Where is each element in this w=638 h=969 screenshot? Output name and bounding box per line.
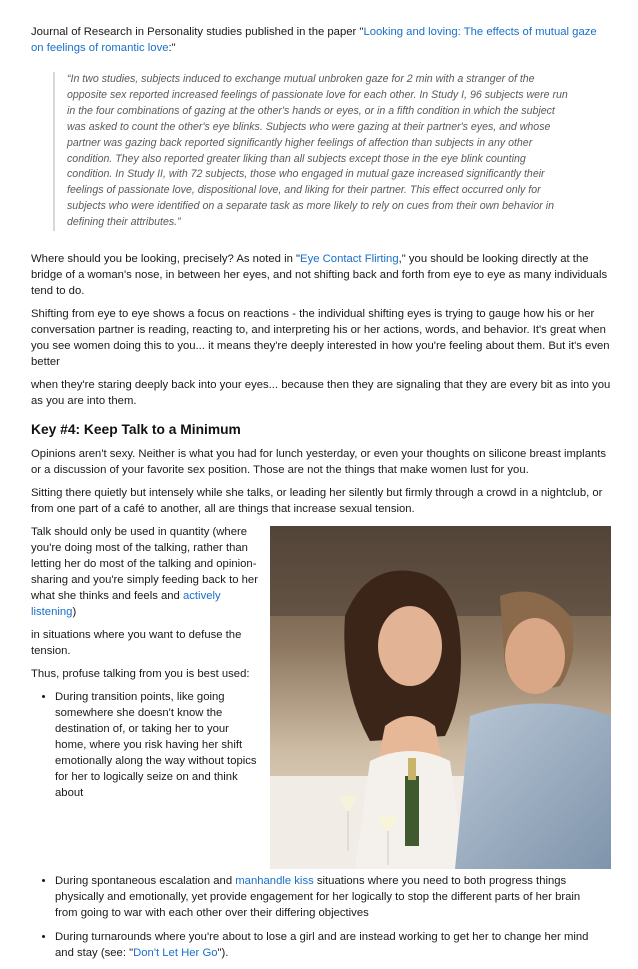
dont-let-her-go-link[interactable]: Don't Let Her Go: [133, 947, 218, 960]
list-item: [55, 873, 595, 921]
eye-contact-flirting-link[interactable]: Eye Contact Flirting: [300, 253, 399, 266]
sexual-tension-paragraph: Sitting there quietly but intensely while she talks, or leading her silently but firmly through a crowd in a nightclub, or from one part of a café to another, all are things that increase sexual tension.: [31, 487, 603, 516]
profuse-talking-paragraph: Thus, profuse talking from you is best used:: [31, 668, 250, 681]
list-item: [55, 929, 595, 961]
p6-text-after: ): [72, 606, 77, 619]
intro-paragraph: [31, 24, 611, 56]
bullet2-text-after: situations where you need to both progress things physically and emotionally, yet provide engagement for her logically to stop the different parts of her brain from going to war with each other over their differing objectives: [55, 875, 581, 920]
p1-text-before: Where should you be looking, precisely? As noted in ": [31, 253, 301, 266]
shifting-eyes-paragraph: Shifting from eye to eye shows a focus on reactions - the individual shifting eyes is trying to gauge how his or her conversation partner is reading, reacting to, and interpreting his or her actions, words, and behavior. It's great when you see women doing this to you... it means they're deeply interested in how you're feeling about them. But it's even better: [31, 308, 610, 369]
actively-listening-link[interactable]: actively listening: [31, 590, 221, 619]
couple-photo: [270, 526, 611, 869]
defuse-tension-paragraph: in situations where you want to defuse the tension.: [31, 629, 242, 658]
bullet3-text-after: ").: [217, 947, 229, 960]
manhandle-kiss-link[interactable]: manhandle kiss: [235, 875, 314, 888]
list-item: • During transition points, like going somewhere she doesn't know the destination of, or taking her to your home, where you risk having her shift emotionally along the way without topics for her to logically seize on and think about: [55, 689, 261, 801]
talk-quantity-paragraph: [31, 524, 261, 620]
section-heading: Key #4: Keep Talk to a Minimum: [31, 422, 241, 438]
paper-link[interactable]: Looking and loving: The effects of mutual gaze on feelings of romantic love: [31, 26, 597, 54]
talk-column: [31, 524, 261, 801]
study-blockquote: “In two studies, subjects induced to exchange mutual unbroken gaze for 2 min with a stranger of the opposite sex reported increased feelings of passionate love for each other. In Study I, 96 subjects were run in the four combinations of gazing at the other's hands or eyes, or in a fifth condition in which the subject was asked to count the other's eye blinks. Subjects who were gazing at their partner's eyes, and whose partner was gazing back reported significantly higher feelings of affection than subjects in any other condition. They also reported greater liking than all subjects except those in the eye blink counting condition. In Study II, with 72 subjects, those who engaged in mutual gaze increased significantly their feelings of passionate love, dispositional love, and liking for their partner. This effect occurred only for subjects who were identified on a separate task as more likely to rely on cues from their own behavior in defining their attributes.”: [53, 72, 573, 231]
intro-text-before: Journal of Research in Personality studies published in the paper ": [31, 26, 364, 38]
p1-text-after: ," you should be looking directly at the bridge of a woman's nose, in between her eyes, and not shifting back and forth from eye to eye as many individuals tend to do.: [31, 253, 608, 298]
opinions-paragraph: Opinions aren't sexy. Neither is what you had for lunch yesterday, or even your thoughts on silicone breast implants or a discussion of your favorite sex position. Those are not the things that make women lust for you.: [31, 448, 607, 477]
usage-list-continued: [31, 873, 611, 961]
staring-back-paragraph: when they're staring deeply back into your eyes... because then they are signaling that they are every bit as into you as you are into them.: [31, 379, 611, 408]
bullet2-text-before: During spontaneous escalation and: [55, 875, 236, 888]
bullet3-text-before: During turnarounds where you're about to lose a girl and are instead working to get her to change her mind and stay (see: ": [55, 931, 589, 960]
p6-text-before: Talk should only be used in quantity (where you're doing most of the talking, rather than letting her do most of the talking and opinion-sharing and you're simply feeding back to her what she thinks and feels and: [31, 526, 258, 603]
intro-text-after: :": [168, 42, 176, 54]
article-body: [31, 24, 611, 969]
usage-list: [31, 689, 261, 801]
eye-contact-paragraph: [31, 251, 611, 299]
